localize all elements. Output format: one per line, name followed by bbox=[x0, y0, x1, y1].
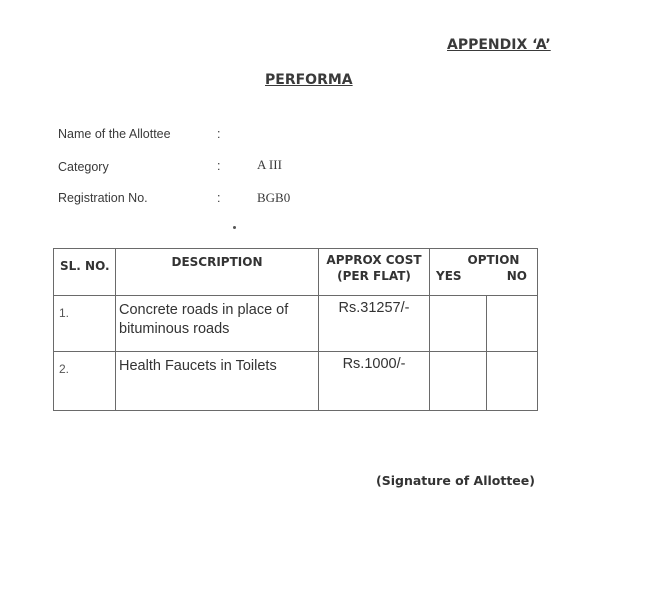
row-sl-no: 2. bbox=[54, 352, 116, 411]
option-no-cell[interactable] bbox=[487, 296, 538, 352]
row-description: Health Faucets in Toilets bbox=[116, 352, 319, 411]
header-option-yes: YES bbox=[436, 269, 462, 283]
signature-label: (Signature of Allottee) bbox=[376, 473, 535, 488]
field-colon-registration-no: : bbox=[217, 191, 221, 205]
appendix-heading: APPENDIX ‘A’ bbox=[447, 37, 551, 53]
field-value-category: A III bbox=[257, 157, 282, 172]
table-header-row bbox=[54, 249, 538, 296]
header-approx-cost-line2: (PER FLAT) bbox=[337, 269, 411, 283]
stray-mark bbox=[233, 226, 236, 229]
option-no-cell[interactable] bbox=[487, 352, 538, 411]
table-row bbox=[54, 352, 538, 411]
row-cost: Rs.1000/- bbox=[319, 352, 430, 411]
header-option-title: OPTION bbox=[467, 253, 520, 267]
row-cost: Rs.31257/- bbox=[319, 296, 430, 352]
header-approx-cost bbox=[319, 249, 430, 296]
row-sl-no: 1. bbox=[54, 296, 116, 352]
field-value-registration-no: BGB0 bbox=[257, 190, 291, 205]
field-colon-allottee-name: : bbox=[217, 127, 221, 141]
page-title: PERFORMA bbox=[265, 72, 353, 88]
header-approx-cost-line1: APPROX COST bbox=[326, 253, 422, 267]
table-row bbox=[54, 296, 538, 352]
field-label-category: Category bbox=[58, 160, 109, 174]
field-label-allottee-name: Name of the Allottee bbox=[58, 127, 171, 141]
header-option bbox=[430, 249, 538, 296]
header-option-no: NO bbox=[506, 269, 527, 283]
row-description: Concrete roads in place of bituminous roads bbox=[116, 296, 319, 352]
header-description: DESCRIPTION bbox=[116, 249, 319, 296]
header-sl-no: SL. NO. bbox=[54, 249, 116, 296]
option-yes-cell[interactable] bbox=[430, 296, 487, 352]
option-yes-cell[interactable] bbox=[430, 352, 487, 411]
field-label-registration-no: Registration No. bbox=[58, 191, 148, 205]
options-table bbox=[53, 248, 538, 411]
field-colon-category: : bbox=[217, 159, 221, 173]
